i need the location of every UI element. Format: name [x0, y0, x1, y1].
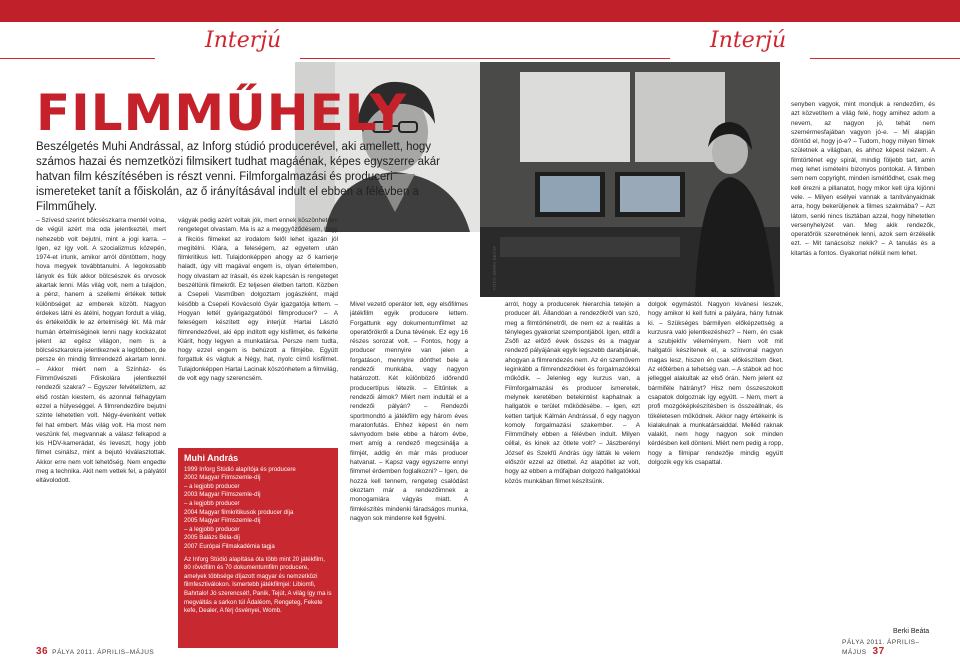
- bio-line: – a legjobb producer: [184, 482, 240, 490]
- photo-credit: FOTÓ: BERKI BEÁTA: [492, 245, 497, 290]
- folio-left: [36, 646, 154, 657]
- column-5-text: dolgok egymástól. Nagyon kivánesi leszek, hogy amikor ki kell futni a pályára, hány futnak ki. – Szükséges bármilyen előképzettség a kurzusra való jelentkezéshez? – Nem, én csak a szubjektív véleményem. Nem volt mit hallgatói készítenek el, a színvonal nagyon magas lesz, hiszen én csak előkészítem őket. Az előtérben a tehetség van. – A stábok ad hoc jelleggel alakultak az első órán. Nem jelent ez bármiféle hátrányt? Hisz nem összeszokott csapatok dolgoznak így együtt. – Nem, mert a profi mozgóképkészítésben is összeállnak, és tökéletesen működnek. Akkor nagy értékeink is kialakulnak a munkatársaiddal. Melléd raknak valakit, nem hogy nagyon sok minden kérdésben kell dönteni. Miért nem pedig a ropp, hogy a filmipar rendezője mindig együtt dolgozik egy kis csapattal.: [648, 301, 783, 467]
- header-rule-left-a: [0, 58, 155, 59]
- article-column-1: [36, 216, 166, 641]
- section-title-right: Interjú: [710, 28, 787, 53]
- studio-photo: [480, 62, 780, 297]
- article-column-2: [178, 216, 338, 444]
- bio-line: 2007 Európai Filmakadémia tagja: [184, 542, 275, 550]
- column-6-text: senyben vagyok, mint mondjuk a rendezőim, és azt közvetítem a világ felé, hogy amihez adom a nevem, az nagyon jó, tehát nem szemérmesfajában vagyon jó-e. – Mi alapján döntöd el, hogy jó-e? – Tudom, hogy milyen filmek születnek a világban, és ahhoz képest nézem. A filmtörténet egy spirál, mindig följebb tart, amin meg lehet ismételni bizonyos pontokat. A filmben sem nem copyright, minden ismétlődhet, csak meg kell érezni a pillanatot, hogy mikor kell újra kijönni vele. – Milyen esélyei vannak a tanítványaidnak arra, hogy bekerüljenek a filmes szakmába? – Azt látom, senki nincs tisztában azzal, hogy hihetetlen versenyhelyzet van. Meg akik rendezők, operatőrök szeretnének lenni, azok sem érzékelik ezt. – Mit tanácsolsz nekik? – A tanulás és a kitartás a fontos. Gyakorlat nélkül nem lehet.: [791, 101, 935, 257]
- column-1-text: – Szívesd szerint bölcsészkarra mentél volna, de végül azért ma oda jelentkeztél, mert nehezebb volt bejutni, mint a jogi karra. – Igen, ez így volt. A szocializmus közepén, 1974-et írtunk, amikor arról döntöttem, hogy hova megyek továbbtanulni. A legokosabb lányok és fiúk akkor bölcsészek és orvosok akartak lenni. Más világ volt, nem a tulajdon, a pénz, hanem a szellemi értékek tettek különbséget az emberek között. Nagyon érdekes látni és átélni, hogyan fordult a világ, és értékelődik le az értelmiségi lét. Má már humán értelmiséginek lenni nagy kockázatot jelent az egész világon, nem is a bölcsészkarokra jelentkeznek a legtöbben, de persze én mindig filmrendező akartam lenni. – Akkor miért nem a Színház- és Filmművészeti Főiskolára jelentkeztél rendezői szakra? – Egyszer felvételiztem, az első rostán kiestem, és azonnal felhagytam ezzel a hülyeséggel. A filmrendezőire bejutni szinte lehetetlen volt. Négy-évenként vettek fel hat embert. Más világ volt. Ha most nem veszünk fel, megvannak a válasz felkapod a kis HDV-kamerádat, és leveszt, hogy jobb filmet csinálsz, mint a bejutó kiválasztottak. Akkor erre nem volt lehetőség. Nem engedte meg a technika. Akit nem vettek fel, a pályától eltávolodott.: [36, 217, 166, 485]
- article-column-6: [791, 100, 935, 620]
- bio-line: 2003 Magyar Filmszemle-díj: [184, 491, 261, 499]
- header-rule-right-a: [480, 58, 670, 59]
- section-title-left: Interjú: [205, 28, 282, 53]
- page-number-right: 37: [872, 646, 885, 657]
- bio-line: – a legjobb producer: [184, 525, 240, 533]
- header-rule-left-b: [300, 58, 480, 59]
- column-3-text: Mivel vezető operátor lett, egy elsőfilmes játékfilm egyik producere lettem. Forgattunk egy dokumentumfilmet az operatőrökről a Duna tévének. Ez egy 16 részes sorozat volt. – Fontos, hogy a producer mennyire van jelen a forgatáson, mennyire dönthet bele a rendezői munkába, vagy nagyon határozott. Két különböző időrendű producertípus létezik. – Eltűntek a rendezői álmok? Miért nem indultál el a rendezői pályán? – Rendezői sportmondtó a játékfilm egy három éves maratonfutás. Ehhez képest én nem sávnyodom bele ebbe a három évbe, mert amíg a rendező megcsinálja a filmjét, addig én már más producer hatvanat. – Kapsz vagy egyszerre ennyi filmmel érdemben foglalkozni? – Igen, de hozzá kell tennem, rengeteg csalódást okoztam már a rendezőimnek a monogamiára vágyás miatt. A filmkészítés mindenki fáradságos munka, nagyon sok mindenre kell figyelni.: [350, 301, 468, 522]
- bio-line: 1999 Inforg Stúdió alapítója és producere: [184, 465, 296, 473]
- bio-line: 2004 Magyar filmkritikusok producer díja: [184, 508, 294, 516]
- bio-box-title: Muhi András: [184, 453, 239, 463]
- bio-box-text: Az Inforg Stúdió alapítása óta több mint 20 játékfilm, 80 rövidfilm és 70 dokumentumfilm producere, amelyek többsége díjazott magyar és nemzetközi filmfesztiválokon. Ismertebb játékfilmjei: Libiomfi, Bahrtalo! Jó szerencsét!, Paník, Tejút, A világ így ma is megváltás a sarkon túl Ádaléom, Rengeteg, Fekete kefe, Dealer, A férj ösvényei, Womb.: [184, 555, 332, 615]
- folio-right: [842, 639, 960, 657]
- header-bar-left: [0, 0, 480, 22]
- bio-line: – a legjobb producer: [184, 499, 240, 507]
- article-lead: Beszélgetés Muhi Andrással, az Inforg stúdió producerével, aki amellett, hogy számos hazai és nemzetközi filmsikert tudhat magáénak, képes egyszerre akár hatvan film készítésében is részt venni. Filmforgalmazási és produceri ismereteket tanít a főiskolán, az ő irányításával indult el ebben a félévben a Filmműhely.: [36, 141, 440, 213]
- article-column-5: [648, 300, 783, 640]
- header-rule-right-b: [810, 58, 960, 59]
- bio-line: 2002 Magyar Filmszemle-díj: [184, 474, 261, 482]
- article-title: FILMMŰHELY: [36, 84, 408, 142]
- page-number-left: 36: [36, 646, 49, 657]
- column-4-text: arról, hogy a producerek hierarchia tetején a producer áll. Állandóan a rendezőkről van szó, meg a filmtörténetről, de nem ez a realitás a tényleges gyakorlat szempontjából. Igen, ettől a Zsőfi az előző évek összes és a magyar rendező pályájának egyik legszebb darabjának, ahogyan a filmrendezés nem. Az én szeművem leginkább a filmrendezőkkel és forgalmazókkal működik. – Jelenleg egy kurzus van, a Filmforgalmazási és producer ismeretek, melynek keretében betekintést kaphatnak a hallgatók e terület működésébe. – Igen, ezt ketten tartjuk Kálmán Andrással, ő egy nagyon komoly forgalmazási szakember. – A Filmműhely ebben a félévben indult. Milyen céllal, és kinek az ötlete volt? – Jászberényi József és Szekfű András úgy látták le velem először ezzel az ötlettel. Az alapötlet az volt, hogy az ebben a műfajban dolgozó hallgatókkal közös munkában filmet készítsünk.: [505, 301, 640, 485]
- article-column-4: [505, 300, 640, 640]
- header-bar-right: [480, 0, 960, 22]
- bio-line: 2005 Balázs Béla-díj: [184, 534, 240, 542]
- right-page: [480, 0, 960, 661]
- column-2-text: vágyak pedig azért voltak jók, mert ennek köszönhetően rengeteget olvastam. Ma is az a meggyőződésem, hogy a fikciós filmeket az irodalom felől lehet igazán jól megítélni. Klára, a feleségem, az egyetem után filmkritikus lett. Tulajdonképpen ahogy az ő karrierje haladt, úgy vitt magával engem is, olyan értelemben, hogy olvastam az írásait, és ezek kapcsán is rengeteget beszéltünk filmekről. Ez teljesen életben tartott. Közben a Csepeli Vasműben dolgoztam jogászként, majd később a Csepeli Kovácsoló Gyár igazgatója lettem. – Hogyan lettél gyárigazgatóból filmproducer? – A feleségem készített egy interjút Hartai László filmrendezővel, aki épp indított egy kisfilmet, és felkérte Klárit, hogy legyen a munkatársa. Persze nem tudta, hogy ezzel engem is behúzott a filmjébe. Együtt forgattuk és vágtuk a Négy, hat, nyolc című kisfilmet. Tulajdonképpen Hartai Lacinak köszönhetem a filmvilág, de volt egy nagy szerencsém.: [178, 217, 338, 383]
- author-signature: Berki Beáta: [893, 628, 930, 635]
- studio-illustration: [480, 62, 780, 297]
- folio-right-text: PÁLYA 2011. ÁPRILIS–MÁJUS: [842, 639, 920, 656]
- folio-left-text: PÁLYA 2011. ÁPRILIS–MÁJUS: [52, 649, 155, 656]
- bio-line: 2005 Magyar Filmszemle-díj: [184, 517, 261, 525]
- article-column-3: [350, 300, 468, 640]
- bio-box: [178, 448, 338, 648]
